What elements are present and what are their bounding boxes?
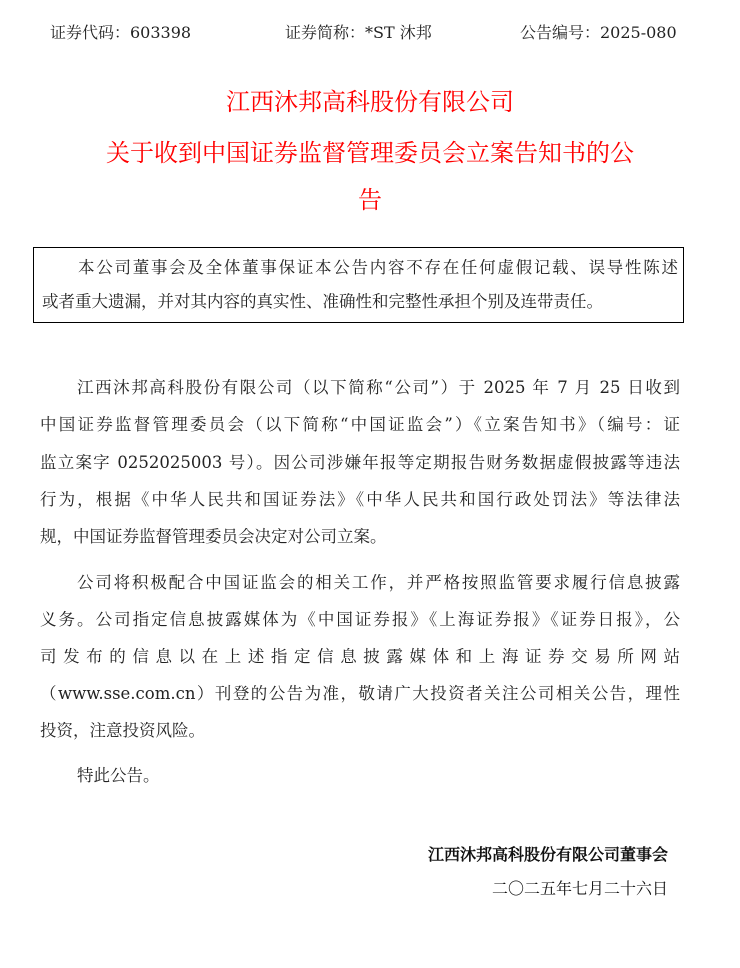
announcement-number: 公告编号：2025-080 xyxy=(520,23,677,42)
paragraph-line: 江西沐邦高科股份有限公司（以下简称“公司”）于 2025 年 7 月 25 日收到 xyxy=(77,378,680,397)
title-subject-end: 告 xyxy=(358,186,382,214)
notice-line: 或者重大遗漏，并对其内容的真实性、准确性和完整性承担个别及连带责任。 xyxy=(42,292,603,311)
title-company: 江西沐邦高科股份有限公司 xyxy=(226,88,514,116)
paragraph-line: 义务。公司指定信息披露媒体为《中国证券报》《上海证券报》《证券日报》，公 xyxy=(40,610,680,629)
document-header xyxy=(0,20,740,46)
security-code: 证券代码：603398 xyxy=(50,23,192,42)
closing-statement: 特此公告。 xyxy=(77,766,160,785)
title-subject: 关于收到中国证券监督管理委员会立案告知书的公 xyxy=(106,139,634,167)
paragraph-line: 行为，根据《中华人民共和国证券法》《中华人民共和国行政处罚法》等法律法 xyxy=(40,490,680,509)
paragraph-line: 投资，注意投资风险。 xyxy=(40,721,205,740)
signature-issuer: 江西沐邦高科股份有限公司董事会 xyxy=(427,845,668,864)
security-name: 证券简称：*ST 沐邦 xyxy=(285,23,432,42)
signature-date: 二〇二五年七月二十六日 xyxy=(491,879,668,898)
paragraph-line: 公司将积极配合中国证监会的相关工作，并严格按照监管要求履行信息披露 xyxy=(77,573,680,592)
paragraph-line: 规，中国证券监督管理委员会决定对公司立案。 xyxy=(40,527,387,546)
notice-line: 本公司董事会及全体董事保证本公告内容不存在任何虚假记载、误导性陈述 xyxy=(78,258,678,277)
paragraph-line: 监立案字 0252025003 号）。因公司涉嫌年报等定期报告财务数据虚假披露等违法 xyxy=(40,453,680,472)
board-guarantee-notice xyxy=(33,247,684,323)
paragraph-line: （www.sse.com.cn）刊登的公告为准，敬请广大投资者关注公司相关公告，理性 xyxy=(40,684,680,703)
paragraph-line: 司发布的信息以在上述指定信息披露媒体和上海证券交易所网站 xyxy=(40,647,680,666)
paragraph-line: 中国证券监督管理委员会（以下简称“中国证监会”）《立案告知书》（编号：证 xyxy=(40,415,680,434)
